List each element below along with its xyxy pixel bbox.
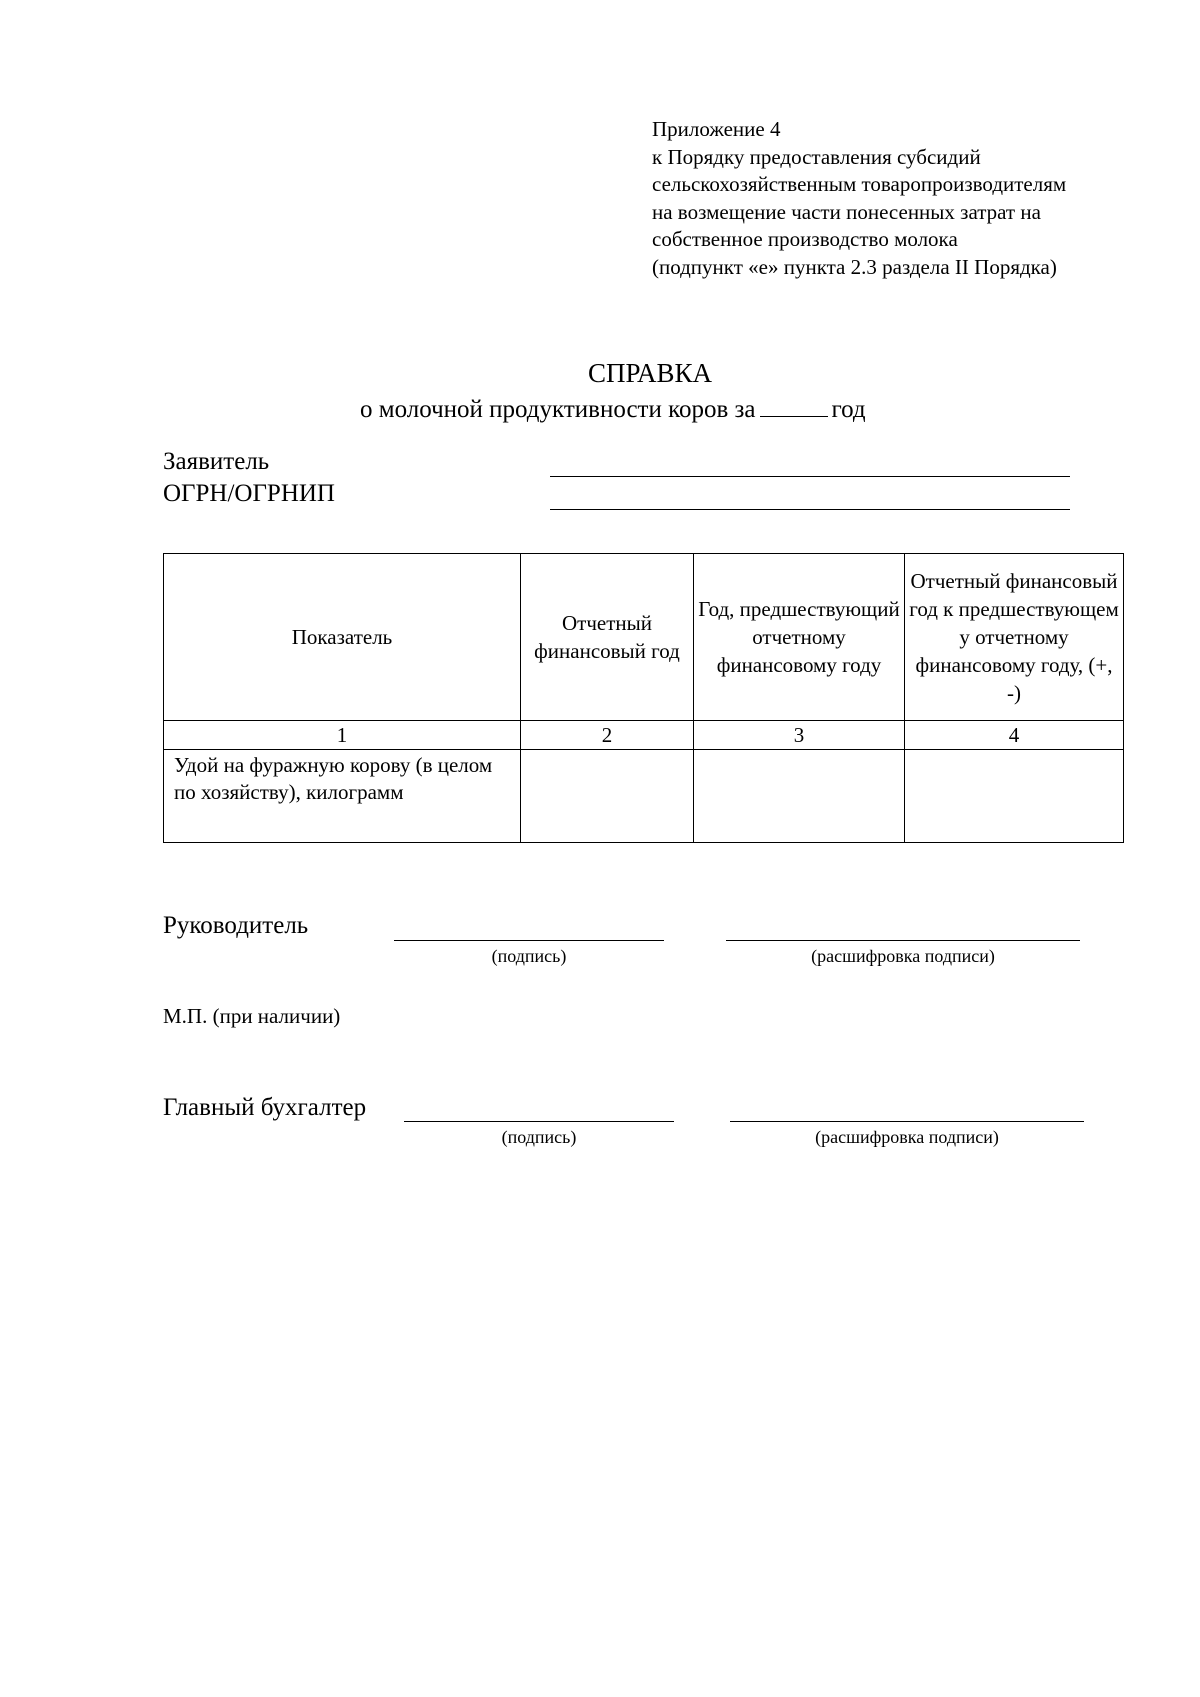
accountant-signature-line[interactable] <box>404 1121 674 1122</box>
head-signature-caption: (подпись) <box>491 946 567 966</box>
subtitle-text: о молочной продуктивности коров за <box>360 396 756 423</box>
header-cell: Год, предшествующий отчетному финансовому году <box>694 554 905 721</box>
header-cell: Отчетный финансовый год к предшествующем у отчетному финансовому году, (+, -) <box>905 554 1124 721</box>
ogrn-label: ОГРН/ОГРНИП <box>163 480 335 507</box>
header-cell: Отчетный финансовый год <box>521 554 694 721</box>
year-blank[interactable] <box>760 396 828 417</box>
document-title: СПРАВКА <box>587 358 713 388</box>
subtitle-year-word: год <box>831 396 866 423</box>
row-label: Удой на фуражную корову (в целом по хозяйству), килограмм <box>164 750 521 843</box>
head-name-caption: (расшифровка подписи) <box>811 946 995 966</box>
productivity-table <box>163 553 1124 843</box>
head-label: Руководитель <box>163 912 309 939</box>
table-header-row <box>164 554 1124 721</box>
applicant-blank[interactable] <box>550 476 1070 477</box>
appendix-line: Приложение 4 <box>652 117 781 141</box>
column-number: 1 <box>164 721 521 750</box>
document-subtitle <box>360 395 866 425</box>
column-number: 3 <box>694 721 905 750</box>
ogrn-blank[interactable] <box>550 509 1070 510</box>
accountant-signature-caption: (подпись) <box>501 1127 577 1147</box>
head-name-line[interactable] <box>726 940 1080 941</box>
value-cell[interactable] <box>521 750 694 843</box>
column-numbers-row <box>164 721 1124 750</box>
appendix-line: сельскохозяйственным товаропроизводителям <box>652 172 1067 197</box>
column-number: 4 <box>905 721 1124 750</box>
head-signature-line[interactable] <box>394 940 664 941</box>
stamp-place-label: М.П. (при наличии) <box>163 1004 341 1028</box>
value-cell[interactable] <box>694 750 905 843</box>
applicant-label: Заявитель <box>163 448 270 475</box>
table-row <box>164 750 1124 843</box>
appendix-line: (подпункт «е» пункта 2.3 раздела II Порядка) <box>652 254 1057 279</box>
appendix-line: к Порядку предоставления субсидий <box>652 144 981 169</box>
accountant-label: Главный бухгалтер <box>163 1094 367 1121</box>
column-number: 2 <box>521 721 694 750</box>
appendix-line: на возмещение части понесенных затрат на <box>652 199 1041 224</box>
value-cell[interactable] <box>905 750 1124 843</box>
appendix-header <box>652 116 1172 282</box>
appendix-line: собственное производство молока <box>652 227 958 252</box>
accountant-name-line[interactable] <box>730 1121 1084 1122</box>
header-cell: Показатель <box>164 554 521 721</box>
accountant-name-caption: (расшифровка подписи) <box>815 1127 999 1147</box>
